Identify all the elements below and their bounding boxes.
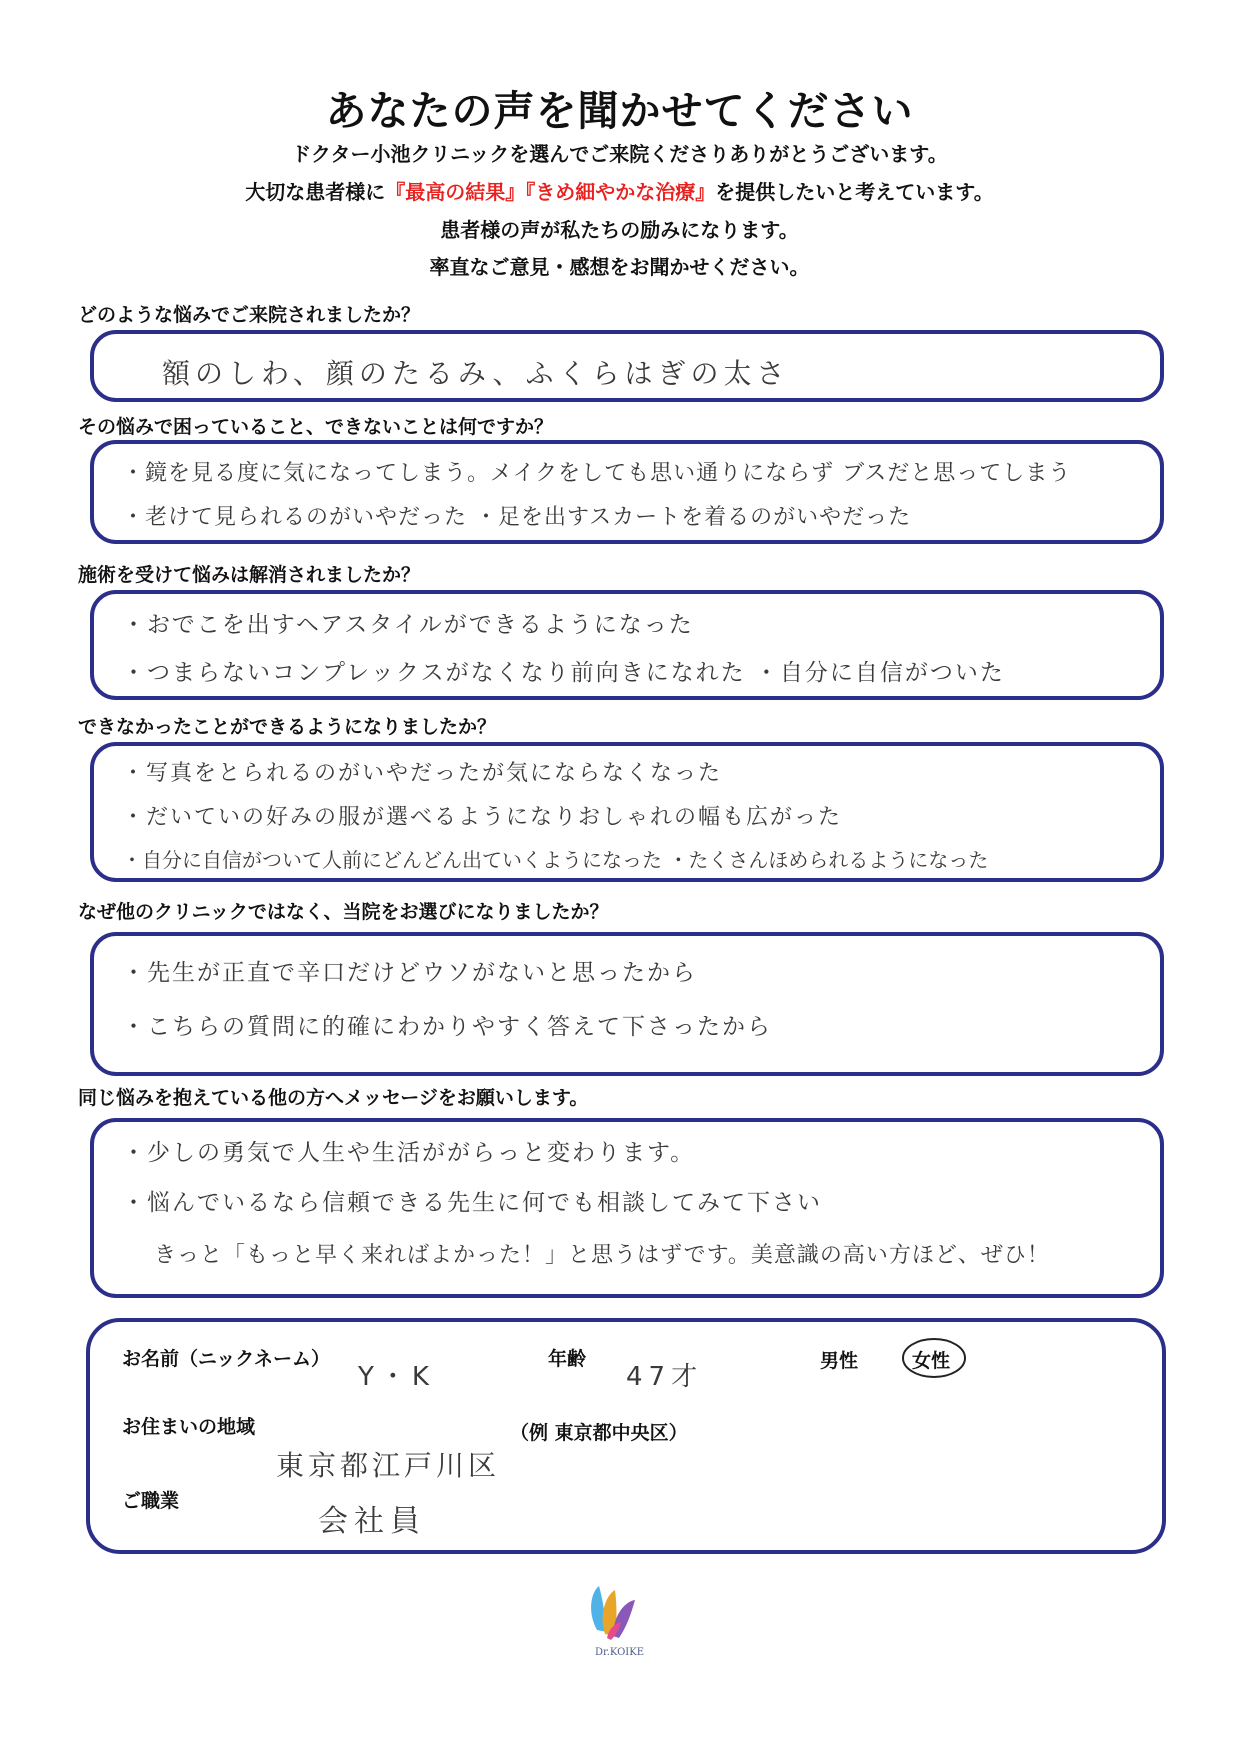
name-value: Y・K	[358, 1362, 435, 1392]
intro-line-2	[0, 176, 1239, 205]
intro-line-2-highlight: 『最高の結果』『きめ細やかな治療』	[385, 180, 716, 204]
answer-box-3	[90, 590, 1164, 700]
question-2: その悩みで困っていること、できないことは何ですか？	[78, 416, 554, 438]
answer-box-2	[90, 440, 1164, 544]
area-value: 東京都江戸川区	[276, 1449, 501, 1482]
female-selected-circle-icon	[900, 1336, 968, 1380]
answer-4-2: ・だいていの好みの服が選べるようになりおしゃれの幅も広がった	[122, 805, 843, 830]
intro-line-2-post: を提供したいと考えています。	[715, 180, 994, 204]
intro-line-4: 率直なご意見・感想をお聞かせください。	[429, 255, 810, 279]
clinic-logo-icon	[585, 1582, 641, 1646]
gender-male-option: 男性	[820, 1350, 859, 1372]
answer-6-2: ・悩んでいるなら信頼できる先生に何でも相談してみて下さい	[122, 1190, 822, 1216]
answer-box-4	[90, 742, 1164, 882]
clinic-logo-text: Dr.KOIKE	[595, 1647, 644, 1658]
question-3: 施術を受けて悩みは解消されましたか？	[78, 564, 421, 586]
answer-6-3: きっと「もっと早く来ればよかった！」と思うはずです。美意識の高い方ほど、ぜひ！	[154, 1243, 1050, 1268]
question-4: できなかったことができるようになりましたか？	[78, 716, 497, 738]
question-1: どのような悩みでご来院されましたか？	[78, 304, 421, 326]
job-value: 会社員	[318, 1504, 426, 1539]
answer-2-2: ・老けて見られるのがいやだった ・足を出すスカートを着るのがいやだった	[122, 505, 912, 530]
intro-line-2-pre: 大切な患者様に	[245, 180, 386, 204]
intro-line-1: ドクター小池クリニックを選んでご来院くださりありがとうございます。	[291, 142, 948, 166]
question-5: なぜ他のクリニックではなく、当院をお選びになりましたか？	[78, 901, 609, 923]
page-title: あなたの声を聞かせてください	[325, 87, 914, 135]
gender-female-option: 女性	[912, 1350, 951, 1372]
area-label: お住まいの地域	[122, 1416, 256, 1438]
answer-4-1: ・写真をとられるのがいやだったが気にならなくなった	[122, 761, 723, 786]
answer-4-3: ・自分に自信がついて人前にどんどん出ていくようになった ・たくさんほめられるようになった	[122, 848, 989, 872]
answer-5-1: ・先生が正直で辛口だけどウソがないと思ったから	[122, 960, 697, 986]
question-6: 同じ悩みを抱えている他の方へメッセージをお願いします。	[78, 1087, 589, 1109]
answer-3-2: ・つまらないコンプレックスがなくなり前向きになれた ・自分に自信がついた	[122, 660, 1005, 686]
age-value: 47才	[626, 1362, 704, 1392]
answer-5-2: ・こちらの質問に的確にわかりやすく答えて下さったから	[122, 1014, 772, 1040]
answer-6-1: ・少しの勇気で人生や生活ががらっと変わります。	[122, 1140, 696, 1166]
answer-3-1: ・おでこを出すヘアスタイルができるようになった	[122, 612, 694, 638]
profile-box	[86, 1318, 1166, 1554]
answer-box-5	[90, 932, 1164, 1076]
answer-1-1: 額のしわ、顔のたるみ、ふくらはぎの太さ	[162, 357, 790, 390]
intro-line-3: 患者様の声が私たちの励みになります。	[440, 218, 799, 242]
answer-2-1: ・鏡を見る度に気になってしまう。メイクをしても思い通りにならず ブスだと思ってしまう	[122, 461, 1072, 486]
age-label: 年齢	[548, 1348, 587, 1370]
job-label: ご職業	[122, 1490, 180, 1512]
area-example: （例 東京都中央区）	[510, 1422, 688, 1444]
answer-box-1	[90, 330, 1164, 402]
answer-box-6	[90, 1118, 1164, 1298]
name-label: お名前（ニックネーム）	[122, 1348, 331, 1370]
